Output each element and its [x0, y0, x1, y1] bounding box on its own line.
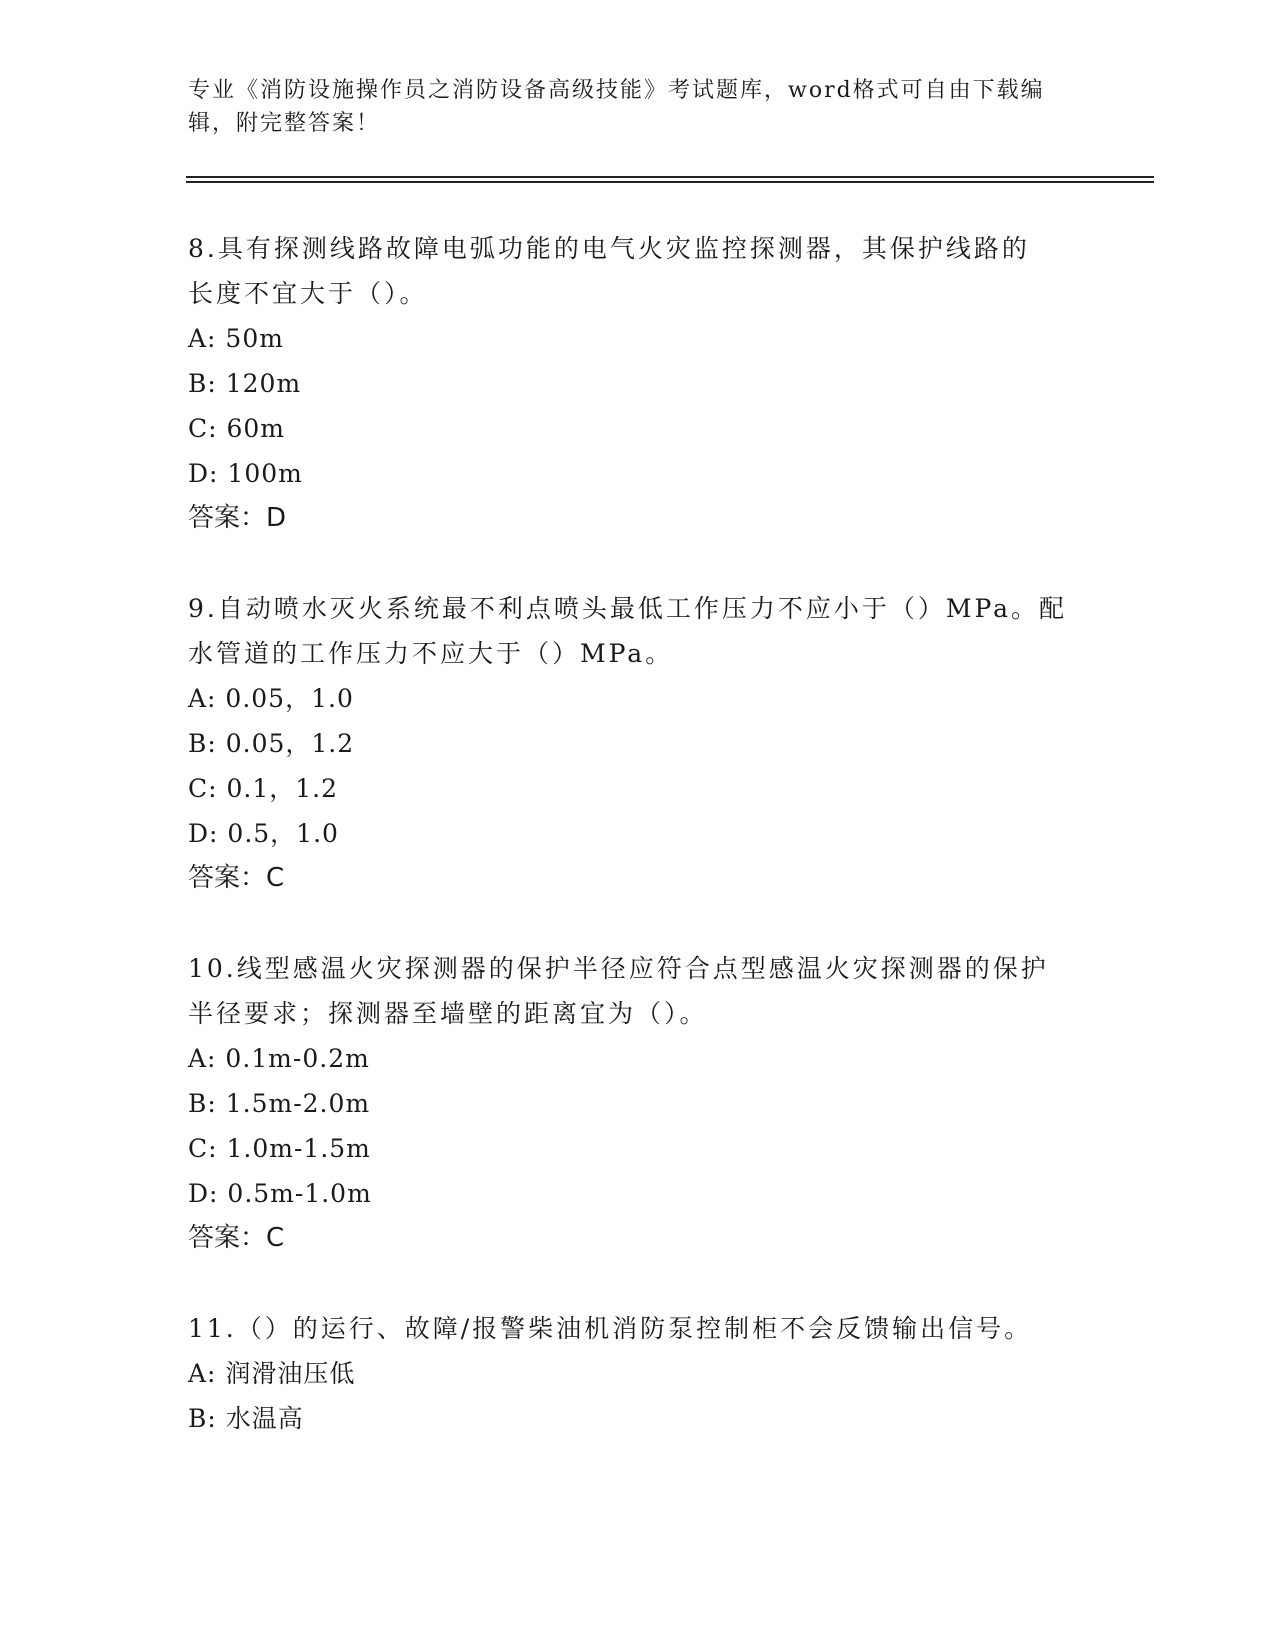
question-stem-line: 半径要求；探测器至墙壁的距离宜为（）。	[188, 999, 708, 1028]
question-stem-line: 8.具有探测线路故障电弧功能的电气火灾监控探测器，其保护线路的	[188, 234, 1030, 263]
option-b: B: 120m	[188, 369, 302, 398]
question-8	[188, 226, 1088, 541]
option-b: B: 0.05，1.2	[188, 729, 355, 758]
option-a: A: 0.1m-0.2m	[188, 1044, 370, 1073]
question-stem-line: 长度不宜大于（）。	[188, 279, 428, 308]
option-c: C: 0.1，1.2	[188, 774, 339, 803]
option-a: A: 50m	[188, 324, 284, 353]
option-b: B: 水温高	[188, 1404, 304, 1433]
question-stem-line: 10.线型感温火灾探测器的保护半径应符合点型感温火灾探测器的保护	[188, 954, 1049, 983]
header-divider-top	[186, 176, 1154, 178]
option-a: A: 润滑油压低	[188, 1359, 356, 1388]
answer: 答案：C	[188, 863, 285, 893]
option-c: C: 60m	[188, 414, 286, 443]
question-10	[188, 946, 1088, 1261]
question-stem-line: 11.（）的运行、故障/报警柴油机消防泵控制柜不会反馈输出信号。	[188, 1314, 1033, 1343]
question-stem-line: 水管道的工作压力不应大于（）MPa。	[188, 639, 674, 668]
header-line-1: 专业《消防设施操作员之消防设备高级技能》考试题库，word格式可自由下载编	[188, 78, 1045, 103]
question-9	[188, 586, 1088, 901]
option-d: D: 100m	[188, 459, 303, 488]
option-a: A: 0.05，1.0	[188, 684, 354, 713]
option-d: D: 0.5，1.0	[188, 819, 339, 848]
option-d: D: 0.5m-1.0m	[188, 1179, 372, 1208]
header-line-2: 辑，附完整答案！	[188, 111, 381, 136]
option-b: B: 1.5m-2.0m	[188, 1089, 371, 1118]
document-header	[188, 74, 1068, 140]
answer: 答案：D	[188, 503, 287, 533]
answer: 答案：C	[188, 1223, 285, 1253]
header-divider-bottom	[186, 181, 1154, 183]
question-stem-line: 9.自动喷水灭火系统最不利点喷头最低工作压力不应小于（）MPa。配	[188, 594, 1068, 623]
option-c: C: 1.0m-1.5m	[188, 1134, 371, 1163]
question-11	[188, 1306, 1088, 1441]
